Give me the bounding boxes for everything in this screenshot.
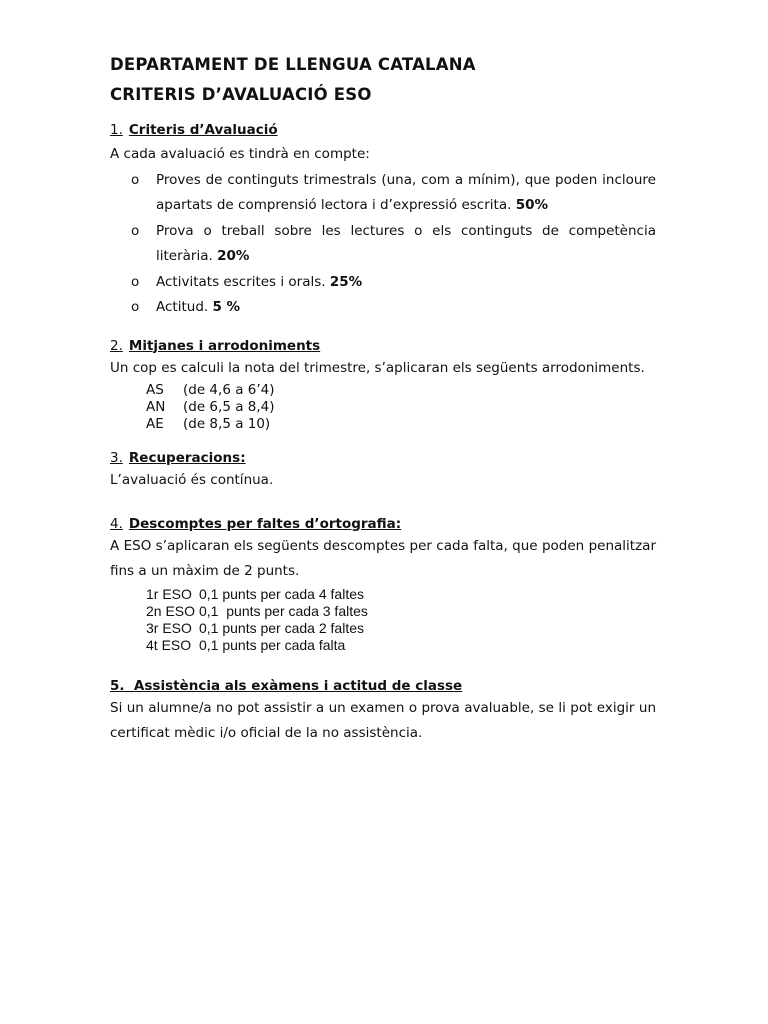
section-4-heading (110, 514, 656, 534)
course-label: 1r ESO (146, 585, 192, 602)
section-1-number: 1. (110, 122, 123, 138)
list-item-percent: 20% (217, 248, 250, 264)
section-4-title: Descomptes per faltes d’ortografia: (128, 515, 402, 532)
list-item-text: Activitats escrites i orals. (156, 273, 330, 290)
table-row (146, 586, 656, 603)
table-row (146, 620, 656, 637)
bullet-marker: o (131, 299, 140, 315)
section-5-text: Si un alumne/a no pot assistir a un examen o prova avaluable, se li pot exigir un certificat mèdic i/o oficial de la no assistència. (110, 699, 656, 741)
document-title: CRITERIS D’AVALUACIÓ ESO (110, 85, 372, 104)
discount-rule: 0,1 punts per cada falta (199, 636, 346, 653)
discount-rule: 0,1 punts per cada 2 faltes (199, 619, 364, 636)
section-3-text: L’avaluació és contínua. (110, 472, 274, 488)
section-2-number: 2. (110, 337, 123, 354)
section-3-title: Recuperacions: (128, 450, 246, 466)
section-4-text: A ESO s’aplicaran els següents descomptes per cada falta, que poden penalitzar fins a un màxim de 2 punts. (110, 537, 656, 579)
grade-code: AE (146, 416, 164, 432)
section-1 (110, 120, 656, 321)
section-4 (110, 514, 656, 654)
bullet-marker: o (131, 222, 140, 239)
table-row (146, 399, 656, 416)
grade-range: (de 6,5 a 8,4) (183, 399, 275, 415)
document-page (110, 52, 656, 747)
table-row (146, 637, 656, 654)
table-row (146, 603, 656, 620)
section-2 (110, 336, 656, 434)
bullet-marker: o (131, 171, 140, 188)
list-item-text: Prova o treball sobre les lectures o els continguts de competència literària. (156, 222, 656, 264)
discount-rule: 0,1 punts per cada 3 faltes (199, 602, 368, 619)
list-item-percent: 25% (329, 273, 363, 290)
grade-range: (de 8,5 a 10) (183, 416, 271, 432)
course-label: 2n ESO (146, 602, 196, 619)
section-3 (110, 448, 656, 494)
list-item (110, 270, 656, 296)
list-item (110, 295, 656, 321)
section-5 (110, 676, 656, 747)
section-4-number: 4. (110, 515, 123, 532)
grade-code: AS (146, 382, 164, 398)
spelling-discount-table (146, 586, 656, 654)
discount-rule: 0,1 punts per cada 4 faltes (199, 585, 364, 602)
table-row (146, 416, 656, 433)
rounding-table (146, 382, 656, 433)
grade-range: (de 4,6 a 6’4) (183, 382, 275, 398)
section-3-heading (110, 448, 656, 468)
bullet-marker: o (131, 273, 140, 290)
criteria-list (110, 168, 656, 321)
section-1-intro: A cada avaluació es tindrà en compte: (110, 146, 370, 162)
list-item-percent: 5 % (212, 299, 241, 315)
table-row (146, 382, 656, 399)
section-5-heading: 5. Assistència als exàmens i actitud de classe (110, 677, 463, 694)
section-3-number: 3. (110, 450, 123, 466)
list-item-percent: 50% (515, 197, 549, 213)
list-item (110, 168, 656, 219)
list-item-text: Proves de continguts trimestrals (una, com a mínim), que poden incloure apartats de comprensió lectora i d’expressió escrita. (156, 171, 656, 213)
list-item-text: Actitud. (156, 299, 213, 315)
list-item (110, 219, 656, 270)
grade-code: AN (146, 399, 166, 415)
section-2-title: Mitjanes i arrodoniments (128, 337, 321, 354)
section-1-title: Criteris d’Avaluació (128, 122, 278, 138)
course-label: 4t ESO (146, 636, 192, 653)
course-label: 3r ESO (146, 619, 192, 636)
section-2-heading (110, 336, 656, 356)
department-title: DEPARTAMENT DE LLENGUA CATALANA (110, 55, 476, 74)
section-1-heading (110, 120, 656, 140)
section-2-intro: Un cop es calculi la nota del trimestre, s’aplicaran els següents arrodoniments. (110, 359, 645, 376)
